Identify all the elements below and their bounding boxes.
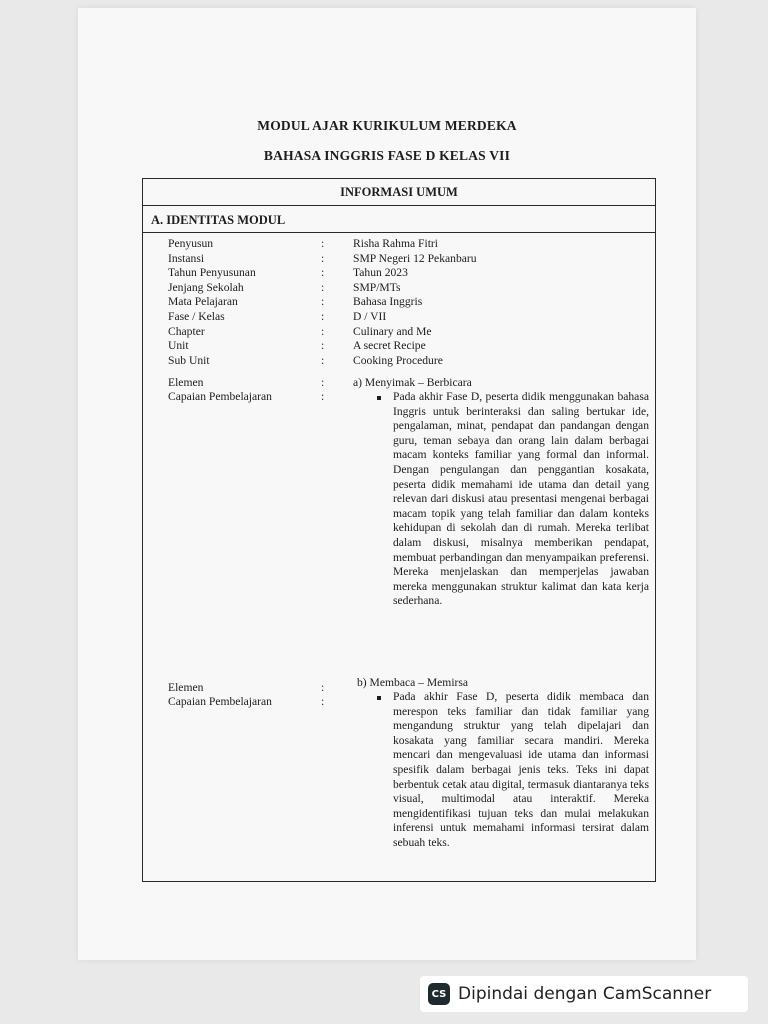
- row-label: Instansi: [168, 251, 205, 265]
- elemen-b-label: Elemen: [168, 681, 204, 694]
- capaian-a-colon: :: [321, 390, 325, 403]
- row-value: Cooking Procedure: [353, 353, 443, 367]
- capaian-a-label: Capaian Pembelajaran: [168, 390, 272, 403]
- identity-rows: [143, 237, 655, 368]
- table-row: [143, 281, 655, 296]
- elemen-b-colon: :: [321, 681, 325, 694]
- row-colon: :: [321, 353, 325, 367]
- elemen-a-label: Elemen: [168, 376, 204, 389]
- row-label: Jenjang Sekolah: [168, 280, 244, 294]
- row-colon: :: [321, 324, 325, 338]
- row-colon: :: [321, 280, 325, 294]
- row-label: Tahun Penyusunan: [168, 266, 256, 280]
- row-colon: :: [321, 266, 325, 280]
- info-table: [142, 178, 656, 882]
- row-value: SMP Negeri 12 Pekanbaru: [353, 251, 477, 265]
- table-row: [143, 266, 655, 281]
- capaian-b-colon: :: [321, 695, 325, 708]
- camscanner-watermark: [420, 976, 748, 1012]
- row-label: Mata Pelajaran: [168, 295, 238, 309]
- row-label: Sub Unit: [168, 353, 210, 367]
- row-value: Culinary and Me: [353, 324, 432, 338]
- row-label: Penyusun: [168, 237, 214, 250]
- document-title: MODUL AJAR KURIKULUM MERDEKA: [257, 118, 517, 133]
- row-value: A secret Recipe: [353, 339, 426, 353]
- row-value: SMP/MTs: [353, 280, 401, 294]
- row-label: Fase / Kelas: [168, 309, 225, 323]
- capaian-b-text: Pada akhir Fase D, peserta didik membaca dan merespon teks familiar dan tidak familiar yang mengandung struktur yang telah dipelajari dan kosakata yang familiar secara mandiri. Mereka mencari dan mengevaluasi ide utama dan informasi spesifik dalam berbagai jenis teks. Teks ini dapat berbentuk cetak atau digital, termasuk diantaranya teks visual, multimodal atau interaktif. Mereka mengidentifikasi tujuan teks dan mulai melakukan inferensi untuk memahami informasi tersirat dalam sebuah teks.: [393, 690, 649, 849]
- row-colon: :: [321, 295, 325, 309]
- table-row: [143, 310, 655, 325]
- elemen-b-heading: b) Membaca – Memirsa: [357, 676, 469, 689]
- camscanner-icon: CS: [428, 983, 450, 1005]
- table-row: [143, 237, 655, 252]
- row-colon: :: [321, 237, 325, 250]
- elemen-a-colon: :: [321, 376, 325, 389]
- table-header: INFORMASI UMUM: [143, 179, 655, 206]
- bullet-icon: [377, 696, 381, 700]
- watermark-text: Dipindai dengan CamScanner: [458, 984, 712, 1004]
- row-value: Tahun 2023: [353, 266, 408, 280]
- bullet-icon: [377, 396, 381, 400]
- row-colon: :: [321, 251, 325, 265]
- elemen-a-heading: a) Menyimak – Berbicara: [353, 376, 472, 389]
- section-heading: A. IDENTITAS MODUL: [143, 206, 655, 233]
- document-subtitle: BAHASA INGGRIS FASE D KELAS VII: [263, 148, 511, 163]
- row-colon: :: [321, 339, 325, 353]
- row-value: D / VII: [353, 309, 387, 323]
- table-row: [143, 252, 655, 267]
- capaian-b-label: Capaian Pembelajaran: [168, 695, 272, 708]
- row-value: Risha Rahma Fitri: [353, 237, 439, 250]
- table-row: [143, 295, 655, 310]
- table-row: [143, 354, 655, 369]
- table-row: [143, 339, 655, 354]
- row-colon: :: [321, 309, 325, 323]
- row-label: Unit: [168, 339, 189, 353]
- row-value: Bahasa Inggris: [353, 295, 423, 309]
- capaian-a-text: Pada akhir Fase D, peserta didik menggunakan bahasa Inggris untuk berinteraksi dan saling bertukar ide, pengalaman, minat, pendapat dan pandangan dengan guru, teman sebaya dan orang lain dalam berbagai macam konteks familiar yang formal dan informal. Dengan pengulangan dan penggantian kosakata, peserta didik memahami ide utama dan detail yang relevan dari diskusi atau presentasi mengenai berbagai macam topik yang telah familiar dan dalam konteks kehidupan di sekolah dan di rumah. Mereka terlibat dalam diskusi, misalnya memberikan pendapat, membuat perbandingan dan menyampaikan preferensi. Mereka menjelaskan dan memperjelas jawaban mereka menggunakan struktur kalimat dan kata kerja sederhana.: [393, 390, 649, 608]
- table-row: [143, 325, 655, 340]
- row-label: Chapter: [168, 324, 205, 338]
- scanned-page: [78, 8, 696, 960]
